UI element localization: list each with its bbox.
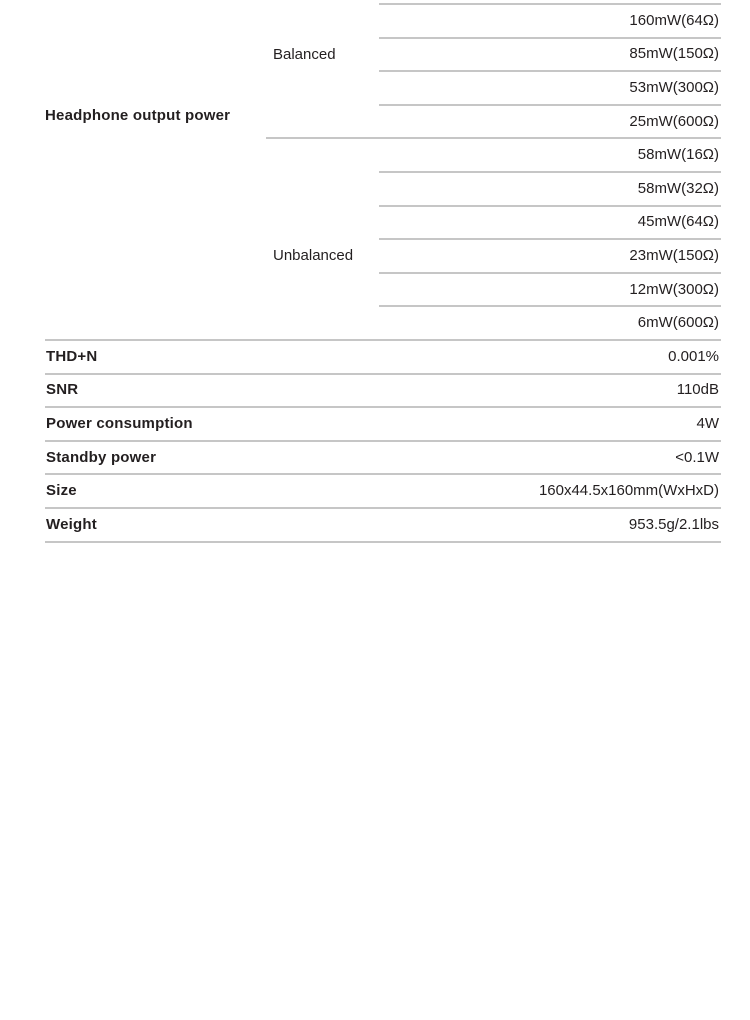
power-value: 160mW(64Ω) — [379, 4, 721, 38]
power-section-label: Headphone output power — [45, 107, 231, 124]
table-row — [45, 508, 721, 542]
spec-table — [45, 3, 721, 543]
spec-row-value: 953.5g/2.1lbs — [379, 508, 721, 542]
spec-row-label: Weight — [45, 508, 379, 542]
spec-row-label: Standby power — [45, 441, 379, 475]
table-row — [45, 407, 721, 441]
power-value: 12mW(300Ω) — [379, 273, 721, 307]
spec-row-label: SNR — [45, 374, 379, 408]
power-value: 23mW(150Ω) — [379, 239, 721, 273]
spec-row-label: Size — [45, 474, 379, 508]
spec-row-label: Power consumption — [45, 407, 379, 441]
table-row — [45, 4, 721, 38]
power-value: 25mW(600Ω) — [379, 105, 721, 139]
power-value: 58mW(16Ω) — [379, 138, 721, 172]
spec-row-value: 4W — [379, 407, 721, 441]
group-label-balanced: Balanced — [273, 46, 336, 63]
group-label-unbalanced: Unbalanced — [266, 138, 379, 340]
spec-row-value: 160x44.5x160mm(WxHxD) — [379, 474, 721, 508]
power-value: 45mW(64Ω) — [379, 206, 721, 240]
table-row — [45, 474, 721, 508]
spec-row-label: THD+N — [45, 340, 379, 374]
table-row — [45, 340, 721, 374]
spec-row-value: <0.1W — [379, 441, 721, 475]
table-row — [45, 374, 721, 408]
power-value: 6mW(600Ω) — [379, 306, 721, 340]
power-value: 58mW(32Ω) — [379, 172, 721, 206]
power-value: 53mW(300Ω) — [379, 71, 721, 105]
power-value: 85mW(150Ω) — [379, 38, 721, 72]
table-row — [45, 441, 721, 475]
spec-row-value: 0.001% — [379, 340, 721, 374]
spec-row-value: 110dB — [379, 374, 721, 408]
